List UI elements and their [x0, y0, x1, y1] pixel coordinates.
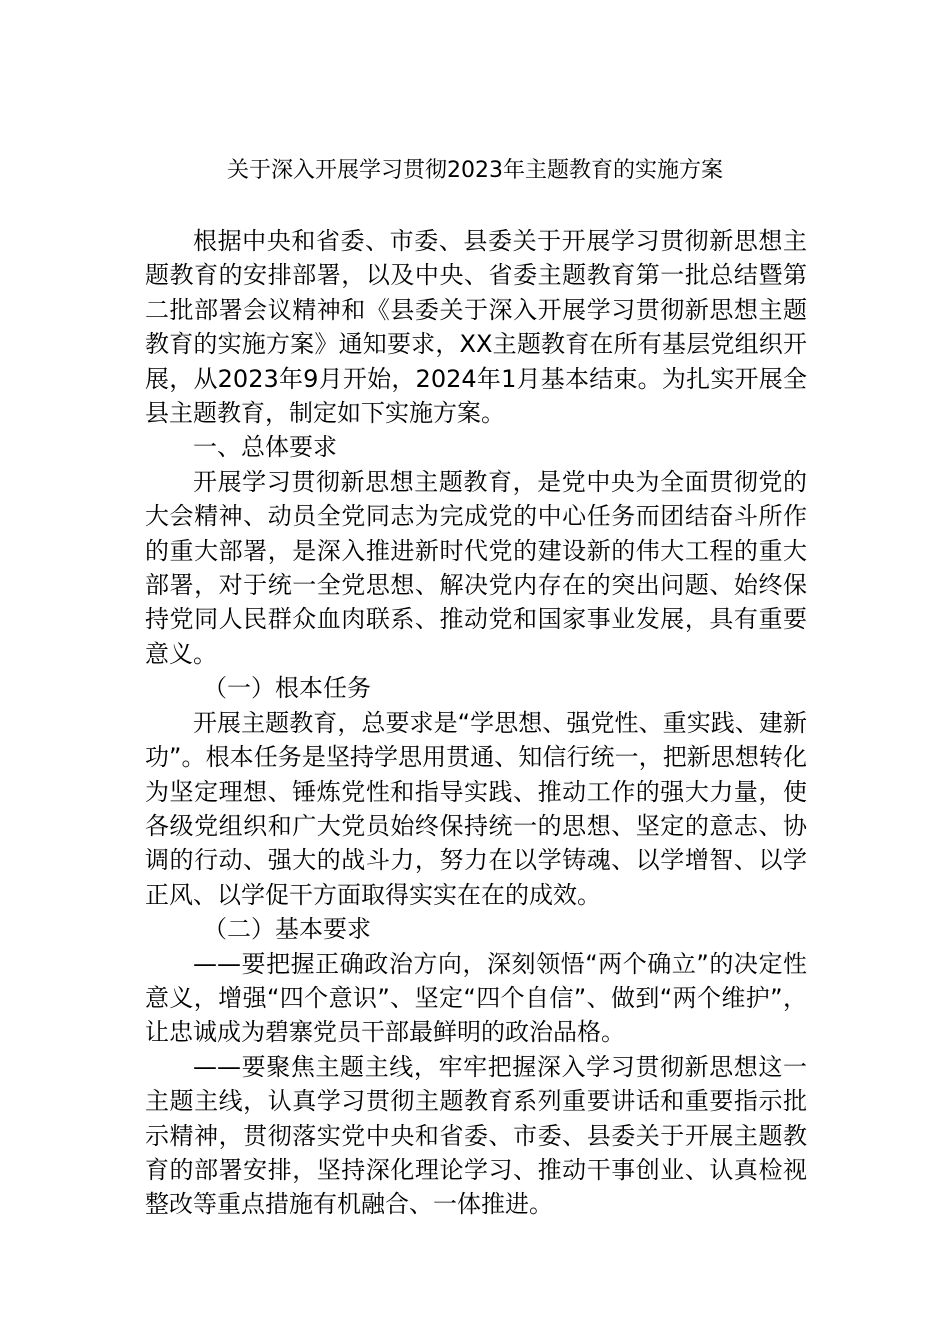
basic-requirement-item-1: ——要把握正确政治方向，深刻领悟“两个确立”的决定性意义，增强“四个意识”、坚定“四个自信”、做到“两个维护”，让忠诚成为碧寨党员干部最鲜明的政治品格。: [145, 949, 807, 1047]
document-title: 关于深入开展学习贯彻2023年主题教育的实施方案: [227, 158, 723, 183]
intro-paragraph: 根据中央和省委、市委、县委关于开展学习贯彻新思想主题教育的安排部署，以及中央、省委主题教育第一批总结暨第二批部署会议精神和《县委关于深入开展学习贯彻新思想主题教育的实施方案》通知要求，XX主题教育在所有基层党组织开展，从2023年9月开始，2024年1月基本结束。为扎实开展全县主题教育，制定如下实施方案。: [145, 227, 807, 428]
document-body: [145, 224, 807, 1222]
fundamental-task-paragraph: 开展主题教育，总要求是“学思想、强党性、重实践、建新功”。根本任务是坚持学思用贯通、知信行统一，把新思想转化为坚定理想、锤炼党性和指导实践、推动工作的强大力量，使各级党组织和广大党员始终保持统一的思想、坚定的意志、协调的行动、强大的战斗力，努力在以学铸魂、以学增智、以学正风、以学促干方面取得实实在在的成效。: [145, 708, 807, 909]
section-heading-general-requirements: 一、总体要求: [193, 433, 337, 462]
subsection-heading-fundamental-task: （一）根本任务: [203, 674, 371, 703]
subsection-heading-basic-requirements: （二）基本要求: [203, 915, 371, 944]
general-requirements-paragraph: 开展学习贯彻新思想主题教育，是党中央为全面贯彻党的大会精神、动员全党同志为完成党的中心任务而团结奋斗所作的重大部署，是深入推进新时代党的建设新的伟大工程的重大部署，对于统一全党思想、解决党内存在的突出问题、始终保持党同人民群众血肉联系、推动党和国家事业发展，具有重要意义。: [145, 467, 807, 668]
basic-requirement-item-2: ——要聚焦主题主线，牢牢把握深入学习贯彻新思想这一主题主线，认真学习贯彻主题教育系列重要讲话和重要指示批示精神，贯彻落实党中央和省委、市委、县委关于开展主题教育的部署安排，坚持深化理论学习、推动干事创业、认真检视整改等重点措施有机融合、一体推进。: [145, 1052, 807, 1219]
